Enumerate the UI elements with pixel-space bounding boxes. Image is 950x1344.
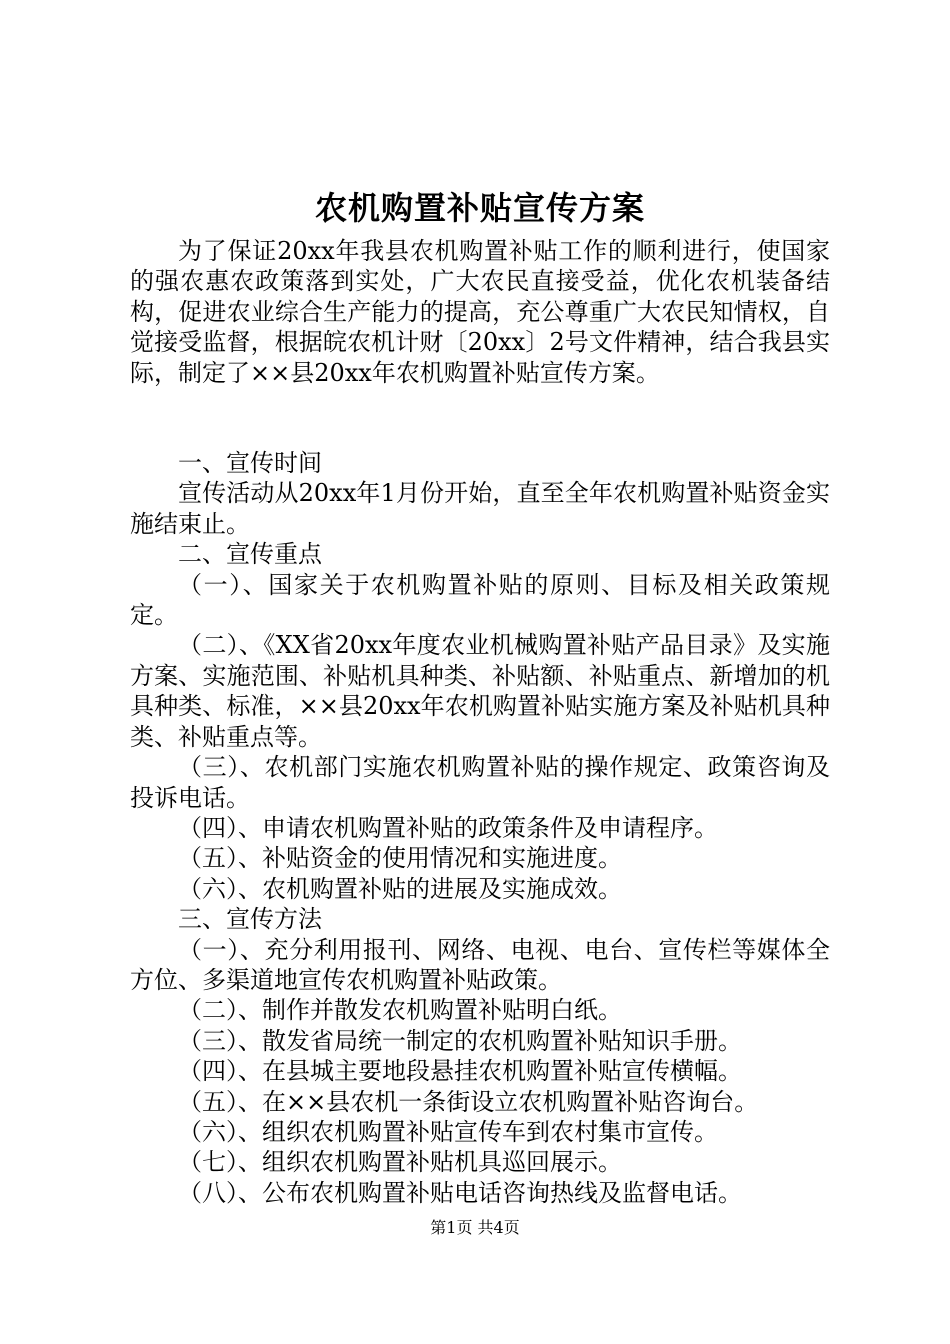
list-item: （七）、组织农机购置补贴机具巡回展示。 xyxy=(178,1148,622,1177)
list-item: （五）、补贴资金的使用情况和实施进度。 xyxy=(178,844,622,873)
list-item: （四）、申请农机购置补贴的政策条件及申请程序。 xyxy=(178,813,718,842)
list-item: （三）、散发省局统一制定的农机购置补贴知识手册。 xyxy=(178,1026,742,1055)
list-item: （六）、农机购置补贴的进展及实施成效。 xyxy=(178,874,622,903)
list-item: （五）、在××县农机一条街设立农机购置补贴咨询台。 xyxy=(178,1087,759,1116)
list-item: （三）、农机部门实施农机购置补贴的操作规定、政策咨询及投诉电话。 xyxy=(130,753,830,812)
list-item: （四）、在县城主要地段悬挂农机购置补贴宣传横幅。 xyxy=(178,1057,742,1086)
list-item: （一）、充分利用报刊、网络、电视、电台、宣传栏等媒体全方位、多渠道地宣传农机购置补贴政策。 xyxy=(130,935,830,994)
section-heading: 一、宣传时间 xyxy=(178,449,322,478)
section-heading: 三、宣传方法 xyxy=(178,905,322,934)
document-title: 农机购置补贴宣传方案 xyxy=(314,189,645,227)
list-item: （六）、组织农机购置补贴宣传车到农村集市宣传。 xyxy=(178,1117,718,1146)
list-item: （二）、制作并散发农机购置补贴明白纸。 xyxy=(178,996,622,1025)
list-item: （一）、国家关于农机购置补贴的原则、目标及相关政策规定。 xyxy=(130,570,830,630)
section-paragraph: 宣传活动从20xx年1月份开始，直至全年农机购置补贴资金实施结束止。 xyxy=(130,479,830,538)
list-item: （八）、公布农机购置补贴电话咨询热线及监督电话。 xyxy=(178,1178,742,1207)
paragraph-gap xyxy=(130,388,830,448)
page-footer: 第1页 共4页 xyxy=(430,1218,520,1237)
document-body xyxy=(130,236,830,1208)
document-page xyxy=(130,0,830,1344)
section-heading: 二、宣传重点 xyxy=(178,540,322,569)
intro-paragraph: 为了保证20xx年我县农机购置补贴工作的顺利进行，使国家的强农惠农政策落到实处，广大农民直接受益，优化农机装备结构，促进农业综合生产能力的提高，充公尊重广大农民知情权，自觉接受监督，根据皖农机计财〔20xx〕2号文件精神，结合我县实际，制定了××县20xx年农机购置补贴宣传方案。 xyxy=(130,237,830,387)
list-item: （二）、《XX省20xx年度农业机械购置补贴产品目录》及实施方案、实施范围、补贴机具种类、补贴额、补贴重点、新增加的机具种类、标准，××县20xx年农机购置补贴实施方案及补贴机具种类、补贴重点等。 xyxy=(130,631,830,751)
